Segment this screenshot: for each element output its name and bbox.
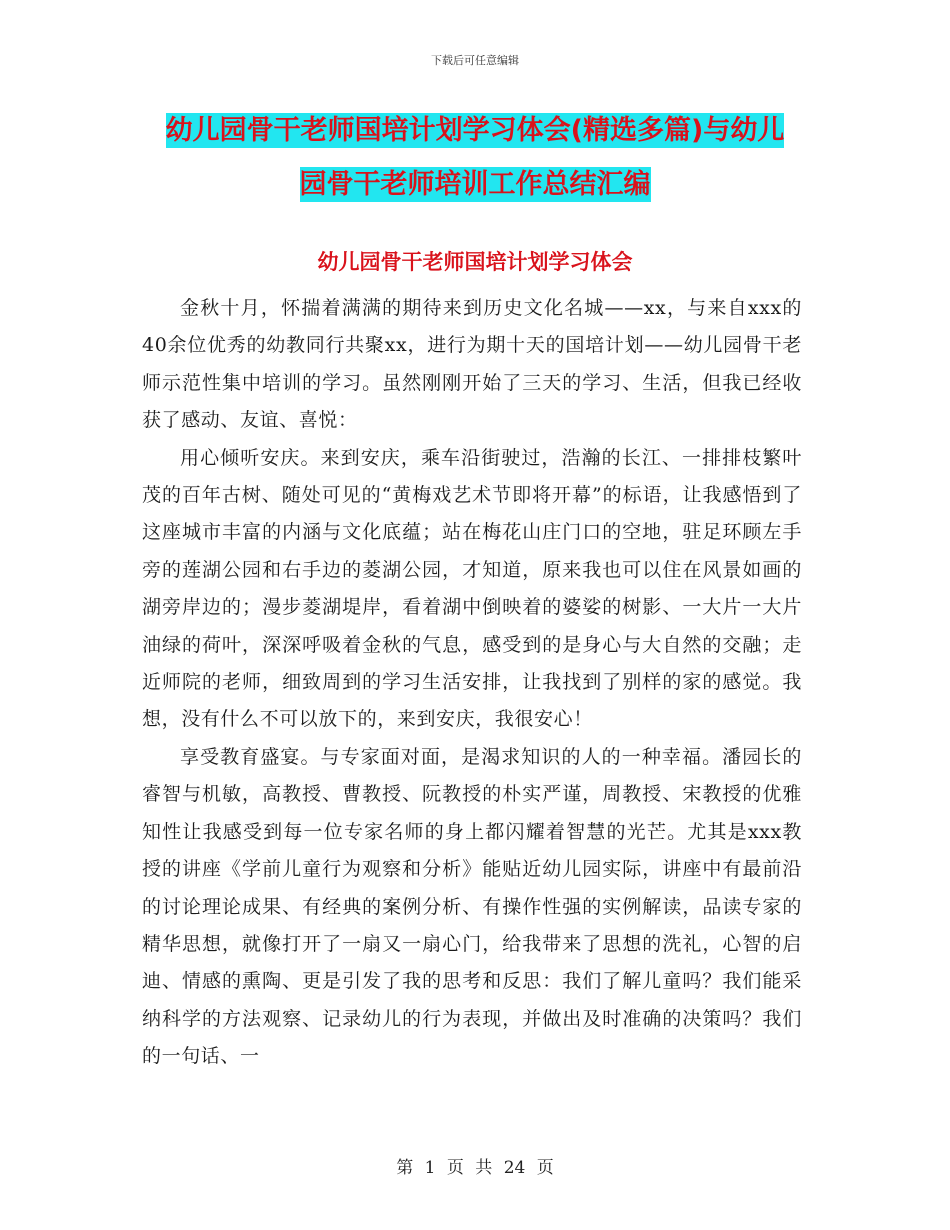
body-paragraph-2: 用心倾听安庆。来到安庆，乘车沿街驶过，浩瀚的长江、一排排枝繁叶茂的百年古树、随处可见的“黄梅戏艺术节即将开幕”的标语，让我感悟到了这座城市丰富的内涵与文化底蕴；站在梅花山庄门口的空地，驻足环顾左手旁的莲湖公园和右手边的菱湖公园，才知道，原来我也可以住在风景如画的湖旁岸边的；漫步菱湖堤岸，看着湖中倒映着的婆娑的树影、一大片一大片油绿的荷叶，深深呼吸着金秋的气息，感受到的是身心与大自然的交融；走近师院的老师，细致周到的学习生活安排，让我找到了别样的家的感觉。我想，没有什么不可以放下的，来到安庆，我很安心！ <box>142 446 802 731</box>
page-header-note: 下载后可任意编辑 <box>431 54 519 67</box>
document-title-line-1: 幼儿园骨干老师国培计划学习体会(精选多篇)与幼儿 <box>165 115 785 146</box>
document-title <box>140 104 810 212</box>
section-title: 幼儿园骨干老师国培计划学习体会 <box>317 250 633 274</box>
document-title-line-2: 园骨干老师培训工作总结汇编 <box>299 169 651 200</box>
page-number-footer: 第 1 页 共 24 页 <box>396 1158 554 1178</box>
body-paragraph-1: 金秋十月，怀揣着满满的期待来到历史文化名城——xx，与来自xxx的40余位优秀的幼教同行共聚xx，进行为期十天的国培计划——幼儿园骨干老师示范性集中培训的学习。虽然刚刚开始了三天的学习、生活，但我已经收获了感动、友谊、喜悦： <box>142 297 802 432</box>
body-paragraph-3: 享受教育盛宴。与专家面对面，是渴求知识的人的一种幸福。潘园长的睿智与机敏，高教授、曹教授、阮教授的朴实严谨，周教授、宋教授的优雅知性让我感受到每一位专家名师的身上都闪耀着智慧的光芒。尤其是xxx教授的讲座《学前儿童行为观察和分析》能贴近幼儿园实际，讲座中有最前沿的讨论理论成果、有经典的案例分析、有操作性强的实例解读，品读专家的精华思想，就像打开了一扇又一扇心门，给我带来了思想的洗礼，心智的启迪、情感的熏陶、更是引发了我的思考和反思：我们了解儿童吗？我们能采纳科学的方法观察、记录幼儿的行为表现，并做出及时准确的决策吗？我们的一句话、一 <box>142 745 802 1068</box>
document-body <box>142 290 802 1076</box>
